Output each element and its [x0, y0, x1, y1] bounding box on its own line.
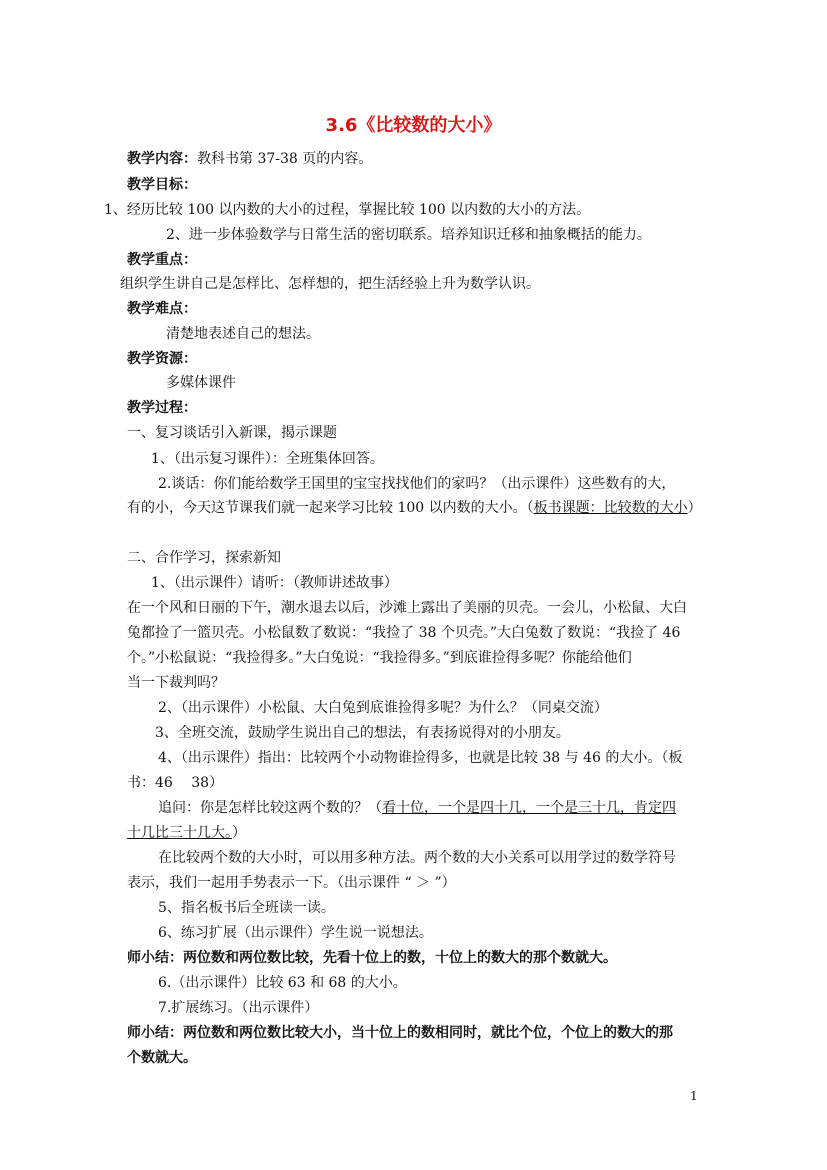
section-1-item-1: 1、（出示复习课件）：全班集体回答。 [151, 451, 384, 467]
follow-up-end: ） [232, 825, 246, 841]
difficulty-label: 教学难点： [127, 301, 197, 317]
follow-up-continued [127, 823, 246, 843]
follow-up-answer-1: 看十位，一个是四十几，一个是三十几，肯定四 [382, 800, 676, 816]
page-number: 1 [690, 1089, 698, 1103]
board-title: 板书课题：比较数的大小 [533, 500, 688, 516]
teacher-summary-2a: 师小结：两位数和两位数比较大小，当十位上的数相同时，就比个位，个位上的数大的那 [127, 1025, 673, 1041]
section-2-heading: 二、合作学习，探索新知 [127, 550, 281, 566]
section-2-item-4a: 4、（出示课件）指出：比较两个小动物谁捡得多，也就是比较 38 与 46 的大小。（板 [158, 750, 683, 766]
section-1-item-2a: 2.谈话：你们能给数学王国里的宝宝找找他们的家吗？（出示课件）这些数有的大， [158, 476, 676, 492]
goal-label: 教学目标： [127, 177, 197, 193]
section-2-item-6b: 6.（出示课件）比较 63 和 68 的大小。 [158, 975, 407, 991]
section-1-item-2b-end: ） [687, 500, 702, 516]
key-text: 组织学生讲自己是怎样比、怎样想的，把生活经验上升为数学认识。 [120, 276, 540, 292]
story-line-3: 个。”小松鼠说：“我捡得多。”大白兔说：“我捡得多。”到底谁捡得多呢？你能给他们 [127, 650, 632, 666]
goal-1: 1、经历比较 100 以内数的大小的过程，掌握比较 100 以内数的大小的方法。 [104, 202, 591, 218]
content-label: 教学内容： [127, 151, 197, 167]
story-line-1: 在一个风和日丽的下午，潮水退去以后，沙滩上露出了美丽的贝壳。一会儿，小松鼠、大白 [127, 600, 687, 616]
section-2-item-6: 6、练习扩展（出示课件）学生说一说想法。 [158, 925, 433, 941]
follow-up-question [158, 798, 676, 818]
compare-line-1: 在比较两个数的大小时，可以用多种方法。两个数的大小关系可以用学过的数学符号 [158, 850, 676, 866]
section-1-item-2b [127, 498, 702, 518]
content-text: 教科书第 37-38 页的内容。 [197, 151, 373, 167]
section-1-heading: 一、复习谈话引入新课，揭示课题 [127, 425, 337, 441]
section-1-item-2b-text: 有的小，今天这节课我们就一起来学习比较 100 以内数的大小。（ [127, 500, 534, 516]
section-2-item-4b: 书：46 38） [127, 775, 224, 791]
teacher-summary-2b: 个数就大。 [127, 1050, 197, 1066]
compare-line-2: 表示，我们一起用手势表示一下。（出示课件 “ ＞ ”） [127, 875, 456, 891]
difficulty-text: 清楚地表述自己的想法。 [166, 326, 320, 342]
resource-label: 教学资源： [127, 351, 197, 367]
section-2-item-1: 1、（出示课件）请听：（教师讲述故事） [151, 575, 398, 591]
follow-up-answer-2: 十几比三十几大。 [127, 825, 232, 841]
process-label: 教学过程： [127, 400, 197, 416]
resource-text: 多媒体课件 [166, 375, 236, 391]
content-row [127, 149, 372, 169]
key-label: 教学重点： [127, 252, 197, 268]
document-title: 3.6《比较数的大小》 [325, 115, 502, 136]
section-2-item-3: 3、全班交流，鼓励学生说出自己的想法，有表扬说得对的小朋友。 [155, 725, 570, 741]
story-line-4: 当一下裁判吗？ [127, 675, 225, 691]
follow-up-text: 追问：你是怎样比较这两个数的？（ [158, 800, 382, 816]
section-2-item-2: 2、（出示课件）小松鼠、大白兔到底谁捡得多呢？为什么？（同桌交流） [158, 700, 608, 716]
section-2-item-7: 7.扩展练习。（出示课件） [158, 1000, 319, 1016]
goal-2: 2、进一步体验数学与日常生活的密切联系。培养知识迁移和抽象概括的能力。 [166, 227, 651, 243]
teacher-summary-1: 师小结：两位数和两位数比较，先看十位上的数，十位上的数大的那个数就大。 [127, 950, 617, 966]
section-2-item-5: 5、指名板书后全班读一读。 [158, 900, 335, 916]
story-line-2: 兔都捡了一篮贝壳。小松鼠数了数说：“我捡了 38 个贝壳。”大白兔数了数说：“我捡了 46 [127, 625, 681, 641]
